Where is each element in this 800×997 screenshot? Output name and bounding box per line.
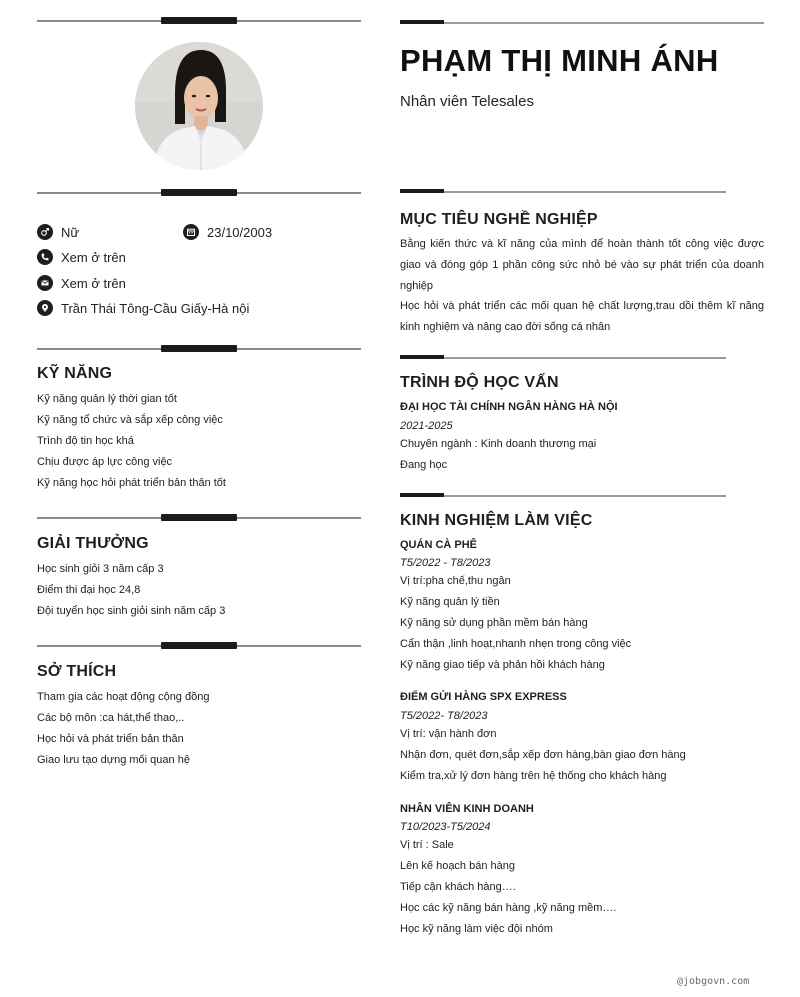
job-org: QUÁN CÀ PHÊ — [400, 539, 478, 551]
school-name: ĐẠI HỌC TÀI CHÍNH NGÂN HÀNG HÀ NỘI — [400, 401, 618, 413]
hobbies-title: SỞ THÍCH — [37, 663, 117, 680]
job-duties — [400, 835, 616, 940]
job-duty: Kiểm tra,xử lý đơn hàng trên hệ thống cho khách hàng — [400, 770, 667, 782]
education-detail: Chuyên ngành : Kinh doanh thương mại — [400, 438, 597, 450]
job-duty: Kỹ năng giao tiếp và phản hồi khách hàng — [400, 659, 605, 671]
skills-title: KỸ NĂNG — [37, 365, 113, 382]
gender-icon — [37, 224, 53, 240]
job-duty: Kỹ năng sử dụng phần mềm bán hàng — [400, 617, 588, 629]
job-org: ĐIỂM GỬI HÀNG SPX EXPRESS — [400, 691, 567, 703]
job-duty: Vị trí:pha chế,thu ngân — [400, 575, 511, 587]
education-title: TRÌNH ĐỘ HỌC VẤN — [400, 374, 559, 391]
divider — [37, 189, 361, 197]
gender-value: Nữ — [61, 224, 80, 240]
job-period: T5/2022 - T8/2023 — [400, 557, 491, 569]
divider — [400, 355, 726, 361]
hobby-item: Tham gia các hoạt động cộng đồng — [37, 691, 210, 703]
job-duty: Nhận đơn, quét đơn,sắp xếp đơn hàng,bàn giao đơn hàng — [400, 749, 686, 761]
contact-gender — [37, 222, 79, 242]
candidate-name: PHẠM THỊ MINH ÁNH — [400, 43, 719, 78]
experience-title: KINH NGHIỆM LÀM VIỆC — [400, 512, 593, 529]
award-item: Điểm thi đại học 24,8 — [37, 584, 141, 596]
phone-icon — [37, 249, 53, 265]
divider — [37, 17, 361, 25]
job-duty: Học các kỹ năng bán hàng ,kỹ năng mềm…. — [400, 902, 617, 914]
watermark: @jobgovn.com — [677, 976, 750, 987]
skill-item: Chịu được áp lực công việc — [37, 456, 173, 468]
contact-address — [37, 298, 249, 318]
job-duty: Tiếp cận khách hàng…. — [400, 881, 516, 893]
contact-birthdate — [183, 222, 272, 242]
email-value: Xem ở trên — [61, 275, 126, 291]
divider — [37, 514, 361, 522]
job-duty: Vị trí : Sale — [400, 839, 454, 851]
job-title: Nhân viên Telesales — [400, 93, 534, 110]
contact-phone — [37, 247, 126, 267]
hobby-item: Các bộ môn :ca hát,thể thao,.. — [37, 712, 185, 724]
job-duty: Học kỹ năng làm việc đội nhóm — [400, 923, 553, 935]
envelope-icon — [37, 275, 53, 291]
divider — [37, 345, 361, 353]
objective-title: MỤC TIÊU NGHỀ NGHIỆP — [400, 211, 598, 228]
job-duties — [400, 571, 631, 676]
divider — [400, 20, 764, 26]
phone-value: Xem ở trên — [61, 249, 126, 265]
education-detail: Đang học — [400, 459, 448, 471]
skill-item: Kỹ năng tổ chức và sắp xếp công việc — [37, 414, 223, 426]
birthdate-value: 23/10/2003 — [207, 224, 273, 240]
skill-item: Kỹ năng quản lý thời gian tốt — [37, 393, 177, 405]
award-item: Đội tuyển học sinh giỏi sinh năm cấp 3 — [37, 605, 226, 617]
job-duties — [400, 724, 686, 787]
job-duty: Kỹ năng quản lý tiền — [400, 596, 500, 608]
hobby-item: Học hỏi và phát triển bản thân — [37, 733, 184, 745]
avatar — [135, 42, 263, 170]
profile-photo — [135, 42, 263, 170]
address-value: Trần Thái Tông-Cầu Giấy-Hà nội — [61, 300, 250, 316]
awards-list — [37, 559, 225, 622]
job-duty: Lên kế hoạch bán hàng — [400, 860, 515, 872]
skill-item: Trình độ tin học khá — [37, 435, 134, 447]
job-duty: Vị trí: vận hành đơn — [400, 728, 497, 740]
awards-title: GIẢI THƯỞNG — [37, 535, 149, 552]
objective-paragraph: Học hỏi và phát triển các mối quan hệ chất lượng,trau dồi thêm kĩ năng kinh nghiệm và nâng cao đời sống cá nhân — [400, 300, 764, 333]
job-org: NHÂN VIÊN KINH DOANH — [400, 803, 534, 815]
skill-item: Kỹ năng học hỏi phát triển bản thân tốt — [37, 477, 226, 489]
award-item: Học sinh giỏi 3 năm cấp 3 — [37, 563, 164, 575]
divider — [37, 642, 361, 650]
education-period: 2021-2025 — [400, 420, 453, 432]
location-pin-icon — [37, 300, 53, 316]
objective-paragraph: Bằng kiến thức và kĩ năng của mình để hoàn thành tốt công việc được giao và đóng góp 1 phần công sức nhỏ bé vào sự phát triển của doanh nghiệp — [400, 238, 764, 292]
job-period: T10/2023-T5/2024 — [400, 821, 491, 833]
divider — [400, 189, 726, 195]
education-details — [400, 434, 596, 476]
contact-email — [37, 273, 126, 293]
skills-list — [37, 389, 226, 494]
job-duty: Cẩn thận ,linh hoạt,nhanh nhẹn trong công việc — [400, 638, 632, 650]
hobby-item: Giao lưu tạo dựng mối quan hệ — [37, 754, 190, 766]
hobbies-list — [37, 687, 209, 771]
divider — [400, 493, 726, 499]
calendar-icon — [183, 224, 199, 240]
job-period: T5/2022- T8/2023 — [400, 710, 488, 722]
